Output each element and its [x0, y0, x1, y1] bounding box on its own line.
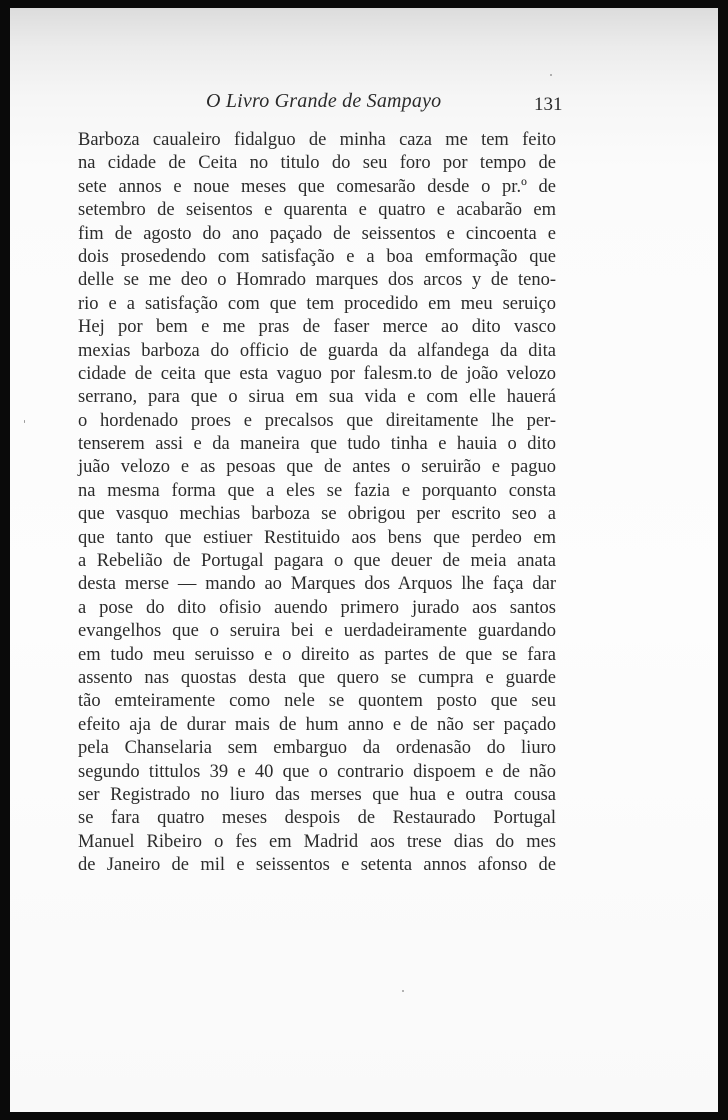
text-line: que vasquo mechias barboza se obrigou per escrito seo a [78, 504, 556, 525]
text-line: fim de agosto do ano paçado de seissentos e cincoenta e [78, 223, 556, 244]
text-line: tenserem assi e da maneira que tudo tinha e hauia o dito [78, 434, 556, 455]
text-line: em tudo meu seruisso e o direito as partes de que se fara [78, 644, 556, 665]
book-page [10, 8, 718, 1112]
text-line: sete annos e noue meses que comesarão desde o pr.º de [78, 176, 556, 197]
text-line: o hordenado proes e precalsos que direitamente lhe per- [78, 410, 556, 431]
text-line: segundo tittulos 39 e 40 que o contrario dispoem e de não [78, 761, 556, 782]
page-header [10, 88, 718, 118]
text-line: setembro de seisentos e quarenta e quatro e acabarão em [78, 200, 556, 221]
text-line: pela Chanselaria sem embarguo da ordenasão do liuro [78, 738, 556, 759]
paper-speck [550, 74, 552, 76]
text-line: delle se me deo o Homrado marques dos arcos y de teno- [78, 270, 556, 291]
text-line: Hej por bem e me pras de faser merce ao dito vasco [78, 317, 556, 338]
text-line: Barboza caualeiro fidalguo de minha caza me tem feito [78, 130, 556, 150]
paper-speck [402, 990, 404, 992]
text-line: cidade de ceita que esta vaguo por falesm.to de joão velozo [78, 363, 556, 384]
text-line: mexias barboza do officio de guarda da alfandega da dita [78, 340, 556, 361]
text-line: se fara quatro meses despois de Restaurado Portugal [78, 808, 556, 829]
text-line: rio e a satisfação com que tem procedido em meu seruiço [78, 293, 556, 314]
paper-speck [24, 420, 25, 423]
page-number: 131 [534, 94, 563, 115]
text-line: juão velozo e as pesoas que de antes o seruirão e paguo [78, 457, 556, 478]
text-line: na cidade de Ceita no titulo do seu foro por tempo de [78, 153, 556, 174]
running-title: O Livro Grande de Sampayo [206, 90, 442, 112]
text-line: a Rebelião de Portugal pagara o que deuer de meia anata [78, 551, 556, 572]
text-line: na mesma forma que a eles se fazia e porquanto consta [78, 480, 556, 501]
body-text [78, 129, 556, 878]
text-line: desta merse — mando ao Marques dos Arquos lhe faça dar [78, 574, 556, 595]
text-line: a pose do dito ofisio auendo primero jurado aos santos [78, 597, 556, 618]
text-line: ser Registrado no liuro das merses que hua e outra cousa [78, 784, 556, 805]
text-line: efeito aja de durar mais de hum anno e de não ser paçado [78, 714, 556, 735]
text-line: evangelhos que o seruira bei e uerdadeiramente guardando [78, 621, 556, 642]
text-line: assento nas quostas desta que quero se cumpra e guarde [78, 667, 556, 688]
text-line: Manuel Ribeiro o fes em Madrid aos trese dias do mes [78, 831, 556, 852]
text-line: que tanto que estiuer Restituido aos bens que perdeo em [78, 527, 556, 548]
text-line: dois prosedendo com satisfação e a boa emformação que [78, 246, 556, 267]
text-line: de Janeiro de mil e seissentos e setenta annos afonso de [78, 855, 556, 876]
text-line: serrano, para que o sirua em sua vida e com elle hauerá [78, 387, 556, 408]
text-line: tão emteiramente como nele se quontem posto que seu [78, 691, 556, 712]
